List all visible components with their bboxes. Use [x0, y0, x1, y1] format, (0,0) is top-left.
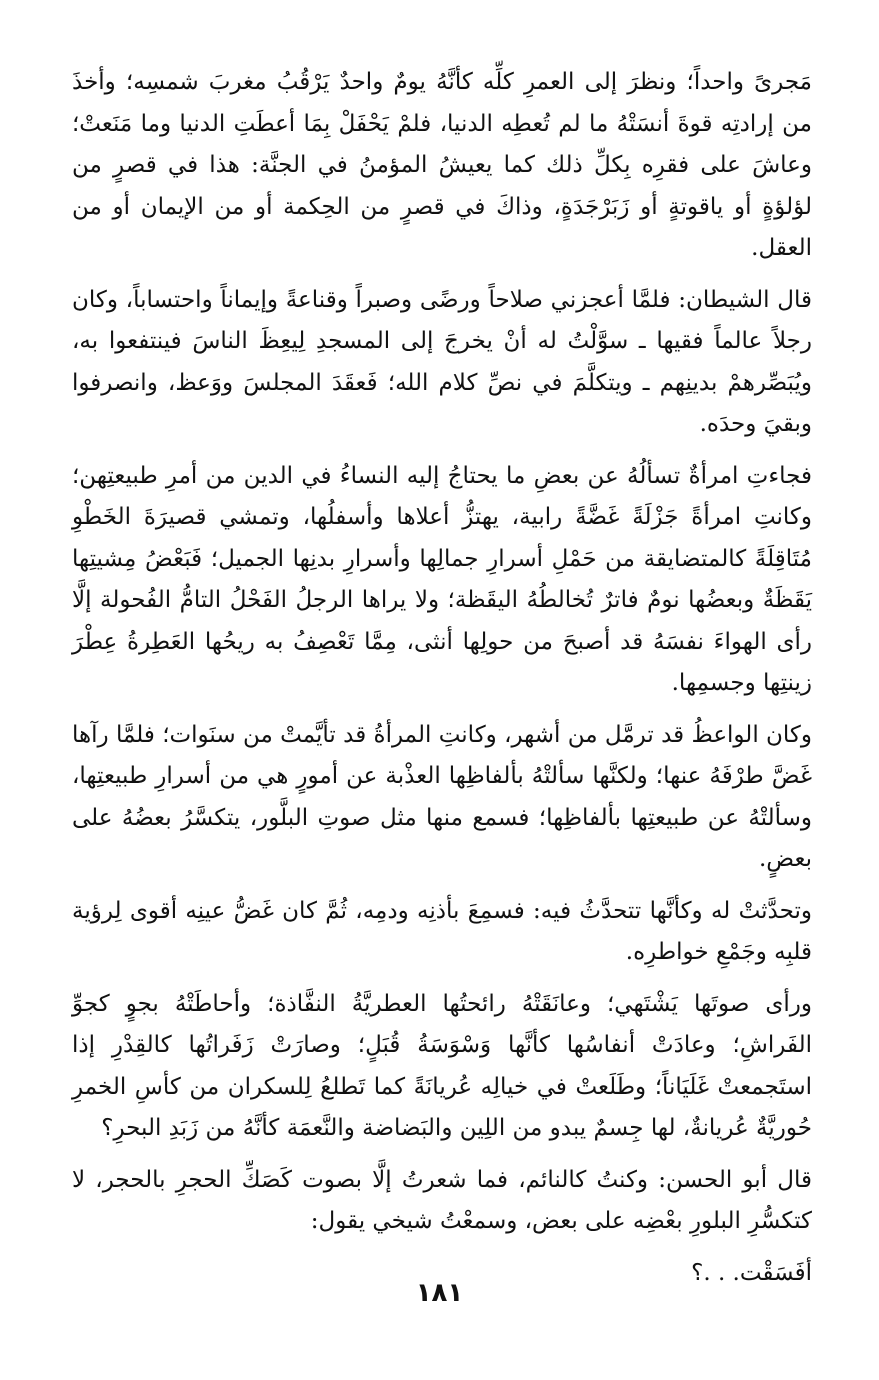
- paragraph: وكان الواعظُ قد ترمَّل من أشهر، وكانتِ المرأةُ قد تأيَّمتْ من سنَوات؛ فلمَّا رآها غَضَّ طرْفَهُ عنها؛ ولكنَّها سألتْهُ بألفاظِها العذْبة عن أمورٍ هي من أسرارِ طبيعتِها، وسألتْهُ عن طبيعتِها بألفاظِها؛ فسمع منها مثل صوتِ البلَّور، يتكسَّرُ بعضُهُ على بعضٍ.: [72, 721, 812, 872]
- paragraph: أفَسَقْت. . .؟: [691, 1259, 812, 1286]
- page-body: [72, 62, 812, 1304]
- paragraph: مَجرىً واحداً؛ ونظرَ إلى العمرِ كلِّه كأنَّهُ يومٌ واحدٌ يَرْقُبُ مغربَ شمسِه؛ وأخذَ من إرادتِه قوةَ أنسَتْهُ ما لم تُعطِه الدنيا، فلمْ يَحْفَلْ بِمَا أعطَتِ الدنيا وما مَنَعتْ؛ وعاشَ على فقرِه بِكلِّ ذلك كما يعيشُ المؤمنُ في الجنَّة: هذا في قصرٍ من لؤلؤةٍ أو ياقوتةٍ أو زَبَرْجَدَةٍ، وذاكَ في قصرٍ من الحِكمة أو من الإيمان أو من العقل.: [72, 69, 812, 261]
- paragraph: قال أبو الحسن: وكنتُ كالنائم، فما شعرتُ إلَّا بصوت كَصَكِّ الحجرِ بالحجر، لا كتكسُّرِ البلورِ بعْضِه على بعض، وسمعْتُ شيخي يقول:: [72, 1166, 812, 1234]
- paragraph: ورأى صوتَها يَشْتَهي؛ وعانَقَتْهُ رائحتُها العطريَّةُ النفَّاذة؛ وأحاطَتْهُ بجوٍ كجوِّ الفَراشِ؛ وعادَتْ أنفاسُها كأنَّها وَسْوَسَةُ قُبَلٍ؛ وصارَتْ زَفَراتُها كالقِدْرِ إذا استَجمعتْ غَلَيَاناً؛ وطَلَعتْ في خيالِه عُريانَةً كما تَطلعُ لِلسكران من كأسِ الخمرِ حُوريَّةٌ عُريانةٌ، لها جِسمٌ يبدو من اللِين والبَضاضة والنَّعمَة كأنَّهُ من زَبَدِ البحرِ؟: [72, 990, 812, 1141]
- paragraph: قال الشيطان: فلمَّا أعجزني صلاحاً ورضًى وصبراً وقناعةً وإيماناً واحتساباً، وكان رجلاً عالماً فقيها ـ سوَّلْتُ له أنْ يخرجَ إلى المسجدِ لِيعِظَ الناسَ فينتفعوا به، ويُبَصِّرهمْ بدينِهم ـ ويتكلَّمَ في نصِّ كلام الله؛ فَعقَدَ المجلسَ ووَعظ، وانصرفوا وبقيَ وحدَه.: [72, 286, 812, 437]
- paragraph: وتحدَّثتْ له وكأنَّها تتحدَّثُ فيه: فسمِعَ بأذنِه ودمِه، ثُمَّ كان غَضُّ عينِه أقوى لِرؤية قلبِه وجَمْعِ خواطرِه.: [72, 897, 812, 965]
- paragraph: فجاءتِ امرأةٌ تسألُهُ عن بعضِ ما يحتاجُ إليه النساءُ في الدين من أمرِ طبيعتِهن؛ وكانتِ امرأةً جَزْلَةً غَضَّةً رابية، يهتزُّ أعلاها وأسفلُها، وتمشي قصيرَةَ الخَطْوِ مُتَاقِلَةً كالمتضايقة من حَمْلِ أسرارِ جمالِها وأسرارِ بدنِها الجميل؛ فَبَعْضُ مِشيتِها يَقَظَةٌ وبعضُها نومٌ فاترٌ تُخالطُهُ اليقَظة؛ ولا يراها الرجلُ الفَحْلُ التامُّ الفُحولة إلَّا رأى الهواءَ نفسَهُ قد أصبحَ من حولِها أنثى، مِمَّا تَعْصِفُ به ريحُها العَطِرةُ عِطْرَ زينتِها وجسمِها.: [72, 462, 812, 696]
- page-number: ١٨١: [415, 1278, 464, 1308]
